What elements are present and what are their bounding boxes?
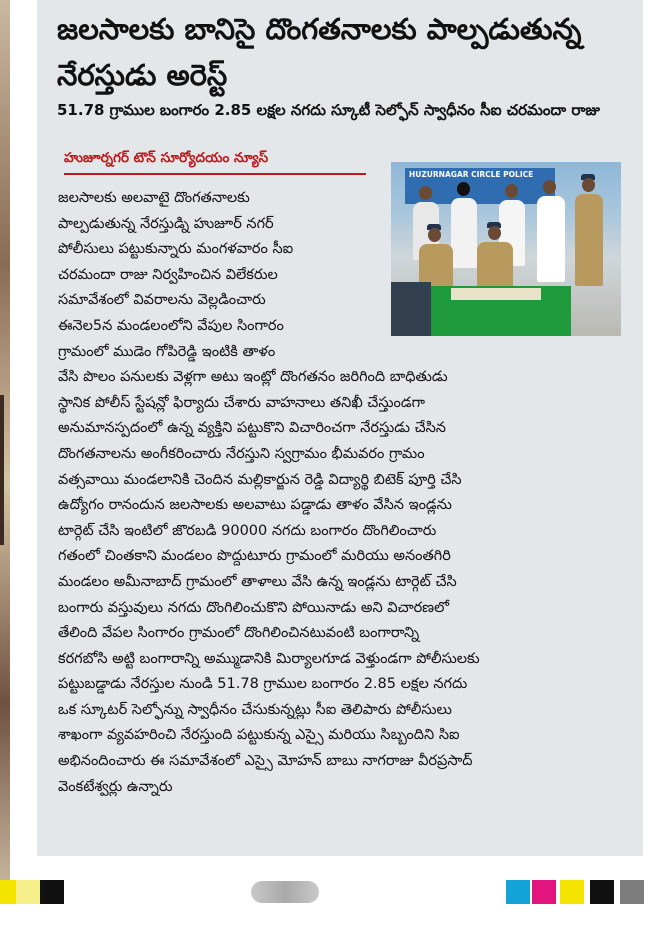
article-line: ఉద్యోగం రానందున జలసాలకు అలవాటు పడ్డాడు తాళం వేసిన ఇండ్లను [58,497,452,514]
article-line: అభినందించారు ఈ సమావేశంలో ఎస్సై మోహన్ బాబు నాగరాజు వీరప్రసాద్ [58,753,473,770]
magenta-mark [532,880,556,904]
article-line: వత్సవాయి మండలానికి చెందిన మల్లికార్జున రెడ్డి విద్యార్థి బిటెక్ పూర్తి చేసి [58,471,462,488]
article-line: సమావేశంలో వివరాలను వెల్లడించారు [58,292,266,309]
byline: హుజూర్నగర్ టౌన్ సూర్యోదయం న్యూస్ [64,150,366,175]
article-line: ఈనెల5న మండలంలోని వేపుల సింగారం [58,317,284,334]
article-line: వేసి పొలం పనులకు వెళ్లగా అటు ఇంట్లో దొంగతనం జరిగింది బాధితుడు [58,369,448,386]
article-line: శాఖంగా వ్యవహరించి నేరస్తుంది పట్టుకున్న ఎస్సై మరియు సిబ్బందిని సిఐ [58,727,460,744]
article-line: అనుమానస్పదంలో ఉన్న వ్యక్తిని పట్టుకొని విచారించగా నేరస్తుడు చేసిన [58,420,446,437]
news-clipping [37,0,643,856]
article-line: గతంలో చింతకాని మండలం పొద్దుటూరు గ్రామంలో మరియు అనంతగిరి [58,548,451,565]
article-line: ఒక స్కూటర్ సెల్ఫోన్ను స్వాధీనం చేసుకున్నట్లు సీఐ తెలిపారు పోలీసులు [58,701,452,718]
black-mark-right [590,880,614,904]
article-line: పట్టుబడ్డాడు నేరస్తుల నుండి 51.78 గ్రాముల బంగారం 2.85 లక్షల నగదు [58,676,468,693]
article-line: బంగారు వస్తువులు నగదు దొంగిలించుకొని పోయినాడు అని విచారణలో [58,599,450,616]
article-line: గ్రామంలో ముడెం గోపిరెడ్డి ఇంటికి తాళం [58,343,276,360]
article-line: చరమందా రాజు నిర్వహించిన విలేకరుల [58,266,278,283]
article-line: జలసాలకు అలవాటై దొంగతనాలకు [58,190,250,206]
police-banner-text: HUZURNAGAR CIRCLE POLICE [409,170,534,179]
yellow-mark [0,880,16,904]
article-line: టార్గెట్ చేసి ఇంటిలో జొరబడి 90000 నగదు బంగారం దొంగిలించారు [58,522,437,539]
article-line: వెంకటేశ్వర్లు ఉన్నారు [58,778,173,795]
gray-mark [620,880,644,904]
article-line: పాల్పడుతున్న నేరస్తుడ్ని హుజూర్ నగర్ [58,215,274,232]
black-mark [40,880,64,904]
cyan-mark [506,880,530,904]
print-color-marks [0,880,651,906]
yellow-mark-right [560,880,584,904]
headline: జలసాలకు బానిసై దొంగతనాలకు పాల్పడుతున్న నేరస్తుడు అరెస్ట్ [57,12,582,92]
article-line: దొంగతనాలను అంగీకరించారు నేరస్తుని స్వగ్రామం భీమవరం గ్రామం [58,445,425,462]
article-line: పోలీసులు పట్టుకున్నారు మంగళవారం సీఐ [58,241,294,258]
adjacent-clipping-edge [0,0,10,880]
article-line: మండలం అమీనాబాద్ గ్రామంలో తాళాలు వేసి ఉన్న ఇండ్లను టార్గెట్ చేసి [58,573,457,590]
article-line: కరగబోసి అట్టి బంగారాన్ని అమ్ముడానికి మిర్యాలగూడ వెళ్తుండగా పోలీసులకు [58,650,480,667]
registration-pill [251,881,319,903]
subheadline: 51.78 గ్రాముల బంగారం 2.85 లక్షల నగదు స్కూటీ సెల్ఫోన్ స్వాధీనం సీఐ చరమందా రాజు [57,101,600,119]
article-line: స్థానిక పోలీస్ స్టేషన్లో ఫిర్యాదు చేశారు వాహనాలు తనిఖీ చేస్తుండగా [58,394,425,411]
article-body [58,186,480,800]
article-line: తేలింది వేపల సింగారం గ్రామంలో దొంగిలించినటువంటి బంగారాన్ని [58,625,420,642]
light-yellow-mark [16,880,40,904]
